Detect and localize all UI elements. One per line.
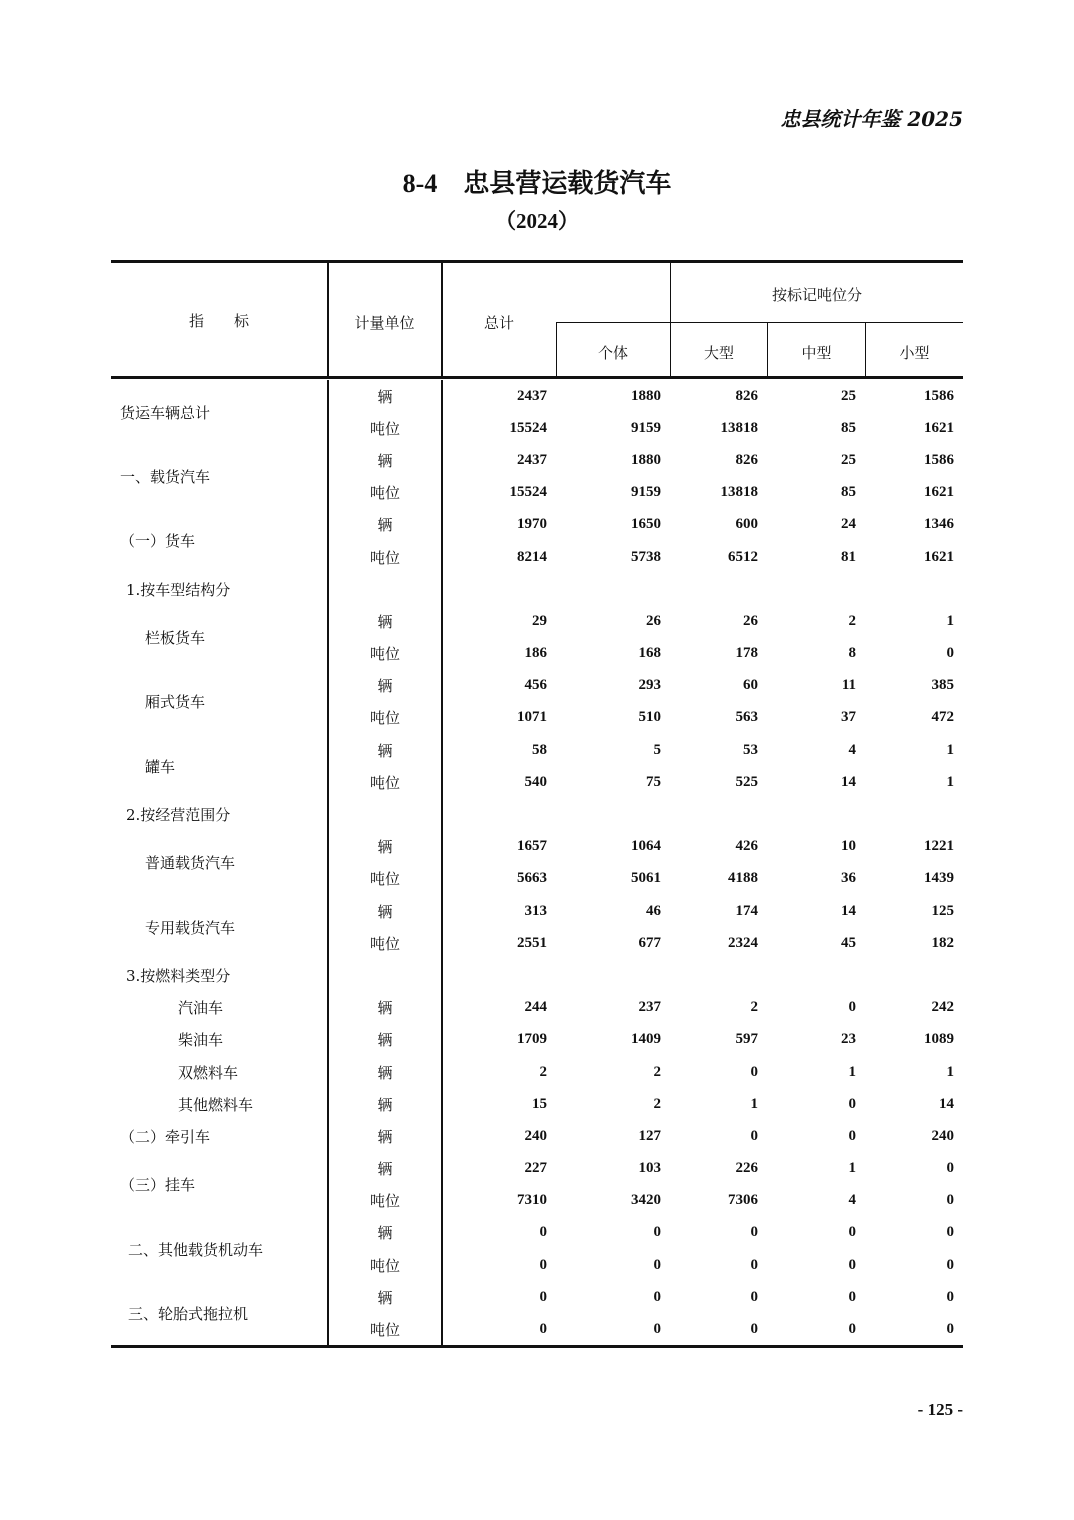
row-label: 汽油车 bbox=[178, 999, 224, 1018]
empty-cell bbox=[865, 959, 963, 991]
data-table bbox=[111, 380, 963, 1346]
value-cell: 0 bbox=[848, 1288, 856, 1305]
header-individual: 个体 bbox=[597, 344, 628, 362]
value-cell: 4 bbox=[848, 741, 856, 758]
value-cell: 0 bbox=[653, 1321, 661, 1338]
value-cell: 1657 bbox=[517, 838, 547, 855]
value-cell: 23 bbox=[841, 1031, 856, 1048]
table-row bbox=[111, 992, 963, 1024]
value-cell: 53 bbox=[743, 741, 758, 758]
table-row bbox=[111, 605, 963, 637]
value-cell: 293 bbox=[638, 677, 661, 694]
value-cell: 1346 bbox=[924, 516, 954, 533]
row-label: 专用载货汽车 bbox=[145, 918, 236, 937]
unit-cell: 吨位 bbox=[369, 773, 400, 792]
value-cell: 5 bbox=[653, 741, 661, 758]
value-cell: 25 bbox=[841, 451, 856, 468]
value-cell: 597 bbox=[735, 1031, 758, 1048]
unit-cell: 辆 bbox=[377, 677, 393, 696]
value-cell: 0 bbox=[653, 1256, 661, 1273]
value-cell: 1621 bbox=[924, 484, 954, 501]
value-cell: 5738 bbox=[631, 548, 661, 565]
value-cell: 456 bbox=[524, 677, 547, 694]
empty-cell bbox=[556, 959, 670, 991]
value-cell: 826 bbox=[735, 451, 758, 468]
table-row bbox=[111, 831, 963, 863]
empty-cell bbox=[328, 798, 442, 830]
table-row bbox=[111, 895, 963, 927]
header-medium: 中型 bbox=[801, 344, 832, 362]
value-cell: 0 bbox=[539, 1224, 547, 1241]
row-label: 2.按经营范围分 bbox=[126, 806, 231, 825]
value-cell: 0 bbox=[946, 1224, 954, 1241]
value-cell: 563 bbox=[735, 709, 758, 726]
value-cell: 15524 bbox=[509, 419, 547, 436]
value-cell: 14 bbox=[841, 773, 856, 790]
value-cell: 1 bbox=[946, 741, 954, 758]
value-cell: 0 bbox=[848, 1224, 856, 1241]
value-cell: 85 bbox=[841, 419, 856, 436]
unit-cell: 辆 bbox=[377, 1031, 393, 1050]
row-label: 3.按燃料类型分 bbox=[126, 966, 231, 985]
value-cell: 0 bbox=[750, 1127, 758, 1144]
row-label: 其他燃料车 bbox=[178, 1095, 254, 1114]
value-cell: 127 bbox=[638, 1127, 661, 1144]
table-row bbox=[111, 1088, 963, 1120]
value-cell: 5061 bbox=[631, 870, 661, 887]
value-cell: 168 bbox=[638, 645, 661, 662]
empty-cell bbox=[442, 959, 556, 991]
value-cell: 9159 bbox=[631, 484, 661, 501]
value-cell: 15 bbox=[532, 1095, 547, 1112]
value-cell: 1071 bbox=[517, 709, 547, 726]
value-cell: 0 bbox=[946, 1288, 954, 1305]
unit-cell: 辆 bbox=[377, 902, 393, 921]
header-total: 总计 bbox=[483, 314, 514, 332]
value-cell: 0 bbox=[848, 1321, 856, 1338]
value-cell: 6512 bbox=[728, 548, 758, 565]
value-cell: 125 bbox=[931, 902, 954, 919]
value-cell: 240 bbox=[524, 1127, 547, 1144]
value-cell: 1064 bbox=[631, 838, 661, 855]
table-row bbox=[111, 670, 963, 702]
value-cell: 0 bbox=[750, 1063, 758, 1080]
value-cell: 385 bbox=[931, 677, 954, 694]
row-label: 双燃料车 bbox=[178, 1063, 239, 1082]
empty-cell bbox=[556, 798, 670, 830]
value-cell: 0 bbox=[539, 1321, 547, 1338]
header-large: 大型 bbox=[703, 344, 734, 362]
value-cell: 14 bbox=[939, 1095, 954, 1112]
table-row bbox=[111, 380, 963, 412]
value-cell: 7310 bbox=[517, 1192, 547, 1209]
value-cell: 600 bbox=[735, 516, 758, 533]
value-cell: 10 bbox=[841, 838, 856, 855]
empty-cell bbox=[442, 798, 556, 830]
value-cell: 24 bbox=[841, 516, 856, 533]
empty-cell bbox=[865, 798, 963, 830]
table-row bbox=[111, 959, 963, 991]
unit-cell: 辆 bbox=[377, 612, 393, 631]
value-cell: 2 bbox=[653, 1095, 661, 1112]
value-cell: 472 bbox=[931, 709, 954, 726]
value-cell: 0 bbox=[750, 1288, 758, 1305]
empty-cell bbox=[767, 798, 865, 830]
unit-cell: 辆 bbox=[377, 1224, 393, 1243]
header-unit: 计量单位 bbox=[354, 314, 415, 332]
value-cell: 0 bbox=[946, 1256, 954, 1273]
value-cell: 1621 bbox=[924, 419, 954, 436]
table-title bbox=[0, 163, 1074, 200]
value-cell: 46 bbox=[646, 902, 661, 919]
unit-cell: 吨位 bbox=[369, 419, 400, 438]
value-cell: 103 bbox=[638, 1160, 661, 1177]
row-label: 柴油车 bbox=[178, 1031, 224, 1050]
value-cell: 1650 bbox=[631, 516, 661, 533]
value-cell: 237 bbox=[638, 999, 661, 1016]
empty-cell bbox=[670, 798, 767, 830]
value-cell: 7306 bbox=[728, 1192, 758, 1209]
value-cell: 186 bbox=[524, 645, 547, 662]
row-label: 二、其他载货机动车 bbox=[128, 1240, 264, 1259]
unit-cell: 辆 bbox=[377, 1160, 393, 1179]
value-cell: 1089 bbox=[924, 1031, 954, 1048]
unit-cell: 辆 bbox=[377, 1288, 393, 1307]
value-cell: 1 bbox=[848, 1063, 856, 1080]
value-cell: 1 bbox=[946, 612, 954, 629]
unit-cell: 辆 bbox=[377, 741, 393, 760]
value-cell: 242 bbox=[931, 999, 954, 1016]
value-cell: 36 bbox=[841, 870, 856, 887]
value-cell: 1586 bbox=[924, 387, 954, 404]
table-row bbox=[111, 1024, 963, 1056]
value-cell: 240 bbox=[931, 1127, 954, 1144]
value-cell: 85 bbox=[841, 484, 856, 501]
value-cell: 0 bbox=[848, 1127, 856, 1144]
value-cell: 81 bbox=[841, 548, 856, 565]
table-number: 8-4 bbox=[402, 169, 438, 198]
table-row bbox=[111, 734, 963, 766]
value-cell: 2437 bbox=[517, 387, 547, 404]
value-cell: 13818 bbox=[720, 419, 758, 436]
value-cell: 178 bbox=[735, 645, 758, 662]
table-year: （2024） bbox=[495, 209, 579, 233]
value-cell: 1221 bbox=[924, 838, 954, 855]
unit-cell: 吨位 bbox=[369, 870, 400, 889]
empty-cell bbox=[328, 573, 442, 605]
value-cell: 227 bbox=[524, 1160, 547, 1177]
value-cell: 182 bbox=[931, 934, 954, 951]
value-cell: 1439 bbox=[924, 870, 954, 887]
table-row bbox=[111, 1153, 963, 1185]
value-cell: 2 bbox=[653, 1063, 661, 1080]
row-label: 栏板货车 bbox=[145, 629, 206, 647]
value-cell: 1409 bbox=[631, 1031, 661, 1048]
value-cell: 0 bbox=[653, 1224, 661, 1241]
unit-cell: 吨位 bbox=[369, 934, 400, 953]
value-cell: 1 bbox=[946, 773, 954, 790]
value-cell: 677 bbox=[638, 934, 661, 951]
table-row bbox=[111, 1120, 963, 1152]
unit-cell: 辆 bbox=[377, 387, 393, 406]
unit-cell: 辆 bbox=[377, 838, 393, 857]
value-cell: 0 bbox=[750, 1321, 758, 1338]
row-label: 厢式货车 bbox=[145, 693, 206, 712]
value-cell: 2437 bbox=[517, 451, 547, 468]
value-cell: 2324 bbox=[728, 934, 758, 951]
value-cell: 0 bbox=[848, 999, 856, 1016]
value-cell: 37 bbox=[841, 709, 856, 726]
empty-cell bbox=[442, 573, 556, 605]
value-cell: 2 bbox=[539, 1063, 547, 1080]
value-cell: 58 bbox=[532, 741, 547, 758]
value-cell: 60 bbox=[743, 677, 758, 694]
value-cell: 1970 bbox=[517, 516, 547, 533]
value-cell: 2 bbox=[750, 999, 758, 1016]
empty-cell bbox=[670, 959, 767, 991]
value-cell: 9159 bbox=[631, 419, 661, 436]
row-label: 1.按车型结构分 bbox=[126, 580, 231, 599]
value-cell: 0 bbox=[946, 1321, 954, 1338]
value-cell: 510 bbox=[638, 709, 661, 726]
header-small: 小型 bbox=[899, 344, 930, 362]
value-cell: 0 bbox=[539, 1256, 547, 1273]
value-cell: 1880 bbox=[631, 451, 661, 468]
value-cell: 826 bbox=[735, 387, 758, 404]
value-cell: 0 bbox=[848, 1095, 856, 1112]
unit-cell: 吨位 bbox=[369, 709, 400, 728]
table-row bbox=[111, 798, 963, 830]
unit-cell: 吨位 bbox=[369, 1256, 400, 1275]
table-header bbox=[111, 260, 963, 378]
empty-cell bbox=[670, 573, 767, 605]
unit-cell: 吨位 bbox=[369, 645, 400, 664]
value-cell: 0 bbox=[750, 1256, 758, 1273]
value-cell: 1880 bbox=[631, 387, 661, 404]
value-cell: 174 bbox=[735, 902, 758, 919]
value-cell: 26 bbox=[743, 612, 758, 629]
header-by-tonnage: 按标记吨位分 bbox=[771, 286, 862, 304]
value-cell: 3420 bbox=[631, 1192, 661, 1209]
value-cell: 1 bbox=[848, 1160, 856, 1177]
empty-cell bbox=[767, 573, 865, 605]
value-cell: 15524 bbox=[509, 484, 547, 501]
unit-cell: 辆 bbox=[377, 1127, 393, 1146]
row-label: 一、载货汽车 bbox=[120, 468, 211, 487]
value-cell: 1586 bbox=[924, 451, 954, 468]
row-label: 罐车 bbox=[145, 757, 176, 776]
row-label: （二）牵引车 bbox=[120, 1127, 211, 1146]
empty-cell bbox=[767, 959, 865, 991]
value-cell: 4 bbox=[848, 1192, 856, 1209]
table-row bbox=[111, 1281, 963, 1313]
value-cell: 5663 bbox=[517, 870, 547, 887]
unit-cell: 辆 bbox=[377, 516, 393, 535]
value-cell: 2 bbox=[848, 612, 856, 629]
value-cell: 75 bbox=[646, 773, 661, 790]
value-cell: 14 bbox=[841, 902, 856, 919]
row-label: （三）挂车 bbox=[120, 1176, 196, 1195]
value-cell: 0 bbox=[946, 645, 954, 662]
value-cell: 2551 bbox=[517, 934, 547, 951]
value-cell: 4188 bbox=[728, 870, 758, 887]
unit-cell: 辆 bbox=[377, 1095, 393, 1114]
unit-cell: 辆 bbox=[377, 451, 393, 470]
value-cell: 0 bbox=[653, 1288, 661, 1305]
unit-cell: 吨位 bbox=[369, 1321, 400, 1340]
value-cell: 45 bbox=[841, 934, 856, 951]
row-label: （一）货车 bbox=[120, 532, 196, 551]
value-cell: 25 bbox=[841, 387, 856, 404]
value-cell: 244 bbox=[524, 999, 547, 1016]
table-row bbox=[111, 573, 963, 605]
unit-cell: 辆 bbox=[377, 999, 393, 1018]
value-cell: 1621 bbox=[924, 548, 954, 565]
value-cell: 0 bbox=[946, 1160, 954, 1177]
value-cell: 313 bbox=[524, 902, 547, 919]
empty-cell bbox=[328, 959, 442, 991]
table-row bbox=[111, 1056, 963, 1088]
empty-cell bbox=[556, 573, 670, 605]
value-cell: 1709 bbox=[517, 1031, 547, 1048]
value-cell: 226 bbox=[735, 1160, 758, 1177]
unit-cell: 吨位 bbox=[369, 1192, 400, 1211]
value-cell: 1 bbox=[750, 1095, 758, 1112]
value-cell: 525 bbox=[735, 773, 758, 790]
row-label: 货运车辆总计 bbox=[120, 403, 211, 422]
value-cell: 0 bbox=[946, 1192, 954, 1209]
value-cell: 0 bbox=[848, 1256, 856, 1273]
table-row bbox=[111, 509, 963, 541]
value-cell: 13818 bbox=[720, 484, 758, 501]
table-title-text: 忠县营运载货汽车 bbox=[463, 169, 672, 199]
value-cell: 8 bbox=[848, 645, 856, 662]
header-indicator: 指 标 bbox=[188, 312, 249, 330]
page-number: - 125 - bbox=[917, 1400, 963, 1419]
unit-cell: 辆 bbox=[377, 1063, 393, 1082]
running-header: 忠县统计年鉴 2025 bbox=[780, 107, 963, 131]
value-cell: 8214 bbox=[517, 548, 547, 565]
value-cell: 0 bbox=[539, 1288, 547, 1305]
row-label: 普通载货汽车 bbox=[145, 854, 236, 873]
value-cell: 11 bbox=[841, 677, 856, 694]
table-row bbox=[111, 444, 963, 476]
unit-cell: 吨位 bbox=[369, 548, 400, 567]
unit-cell: 吨位 bbox=[369, 484, 400, 503]
empty-cell bbox=[865, 573, 963, 605]
value-cell: 1 bbox=[946, 1063, 954, 1080]
value-cell: 0 bbox=[750, 1224, 758, 1241]
value-cell: 26 bbox=[646, 612, 661, 629]
value-cell: 426 bbox=[735, 838, 758, 855]
value-cell: 29 bbox=[532, 612, 547, 629]
row-label: 三、轮胎式拖拉机 bbox=[128, 1304, 249, 1323]
value-cell: 540 bbox=[524, 773, 547, 790]
table-row bbox=[111, 1217, 963, 1249]
